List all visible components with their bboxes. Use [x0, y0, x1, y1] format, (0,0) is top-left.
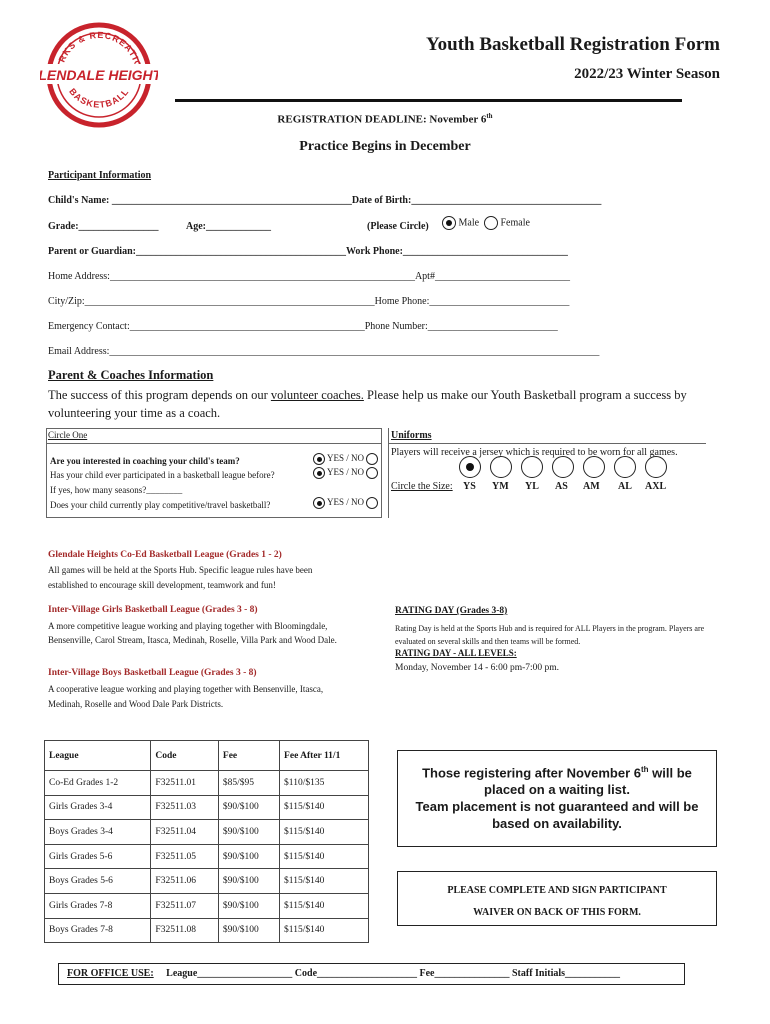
cell-league: Boys Grades 3-4 — [45, 820, 151, 845]
size-al: AL — [618, 481, 632, 492]
cell-fee-after: $110/$135 — [280, 771, 369, 796]
yes-radio[interactable] — [313, 497, 325, 509]
cell-fee: $85/$95 — [218, 771, 279, 796]
size-axl: AXL — [645, 481, 667, 492]
table-row — [45, 918, 369, 943]
cell-code: F32511.03 — [151, 795, 219, 820]
league-coed-text-2: established to encourage skill development, teamwork and fun! — [48, 580, 276, 590]
seasons-question[interactable]: If yes, how many seasons?________ — [50, 485, 183, 495]
uniforms-heading: Uniforms — [391, 430, 432, 441]
practice-begins: Practice Begins in December — [299, 139, 471, 154]
rating-day-text: Rating Day is held at the Sports Hub and is required for ALL Players in the program. Players are evaluated on several skills and then teams will be formed. — [395, 624, 705, 646]
form-title: Youth Basketball Registration Form — [426, 34, 720, 55]
season-subtitle: 2022/23 Winter Season — [574, 66, 720, 82]
cell-fee: $90/$100 — [218, 844, 279, 869]
size-yl-circle[interactable] — [521, 456, 543, 478]
size-yl: YL — [525, 481, 539, 492]
size-label: Circle the Size: — [391, 481, 453, 492]
league-boys-text-1: A cooperative league working and playing together with Bensenville, Itasca, — [48, 684, 324, 694]
cell-fee: $90/$100 — [218, 869, 279, 894]
size-ys-circle[interactable] — [459, 456, 481, 478]
uniforms-divider — [388, 443, 706, 444]
coach-question: Are you interested in coaching your child's team? — [50, 456, 240, 466]
league-girls-title: Inter-Village Girls Basketball League (Grades 3 - 8) — [48, 605, 258, 615]
size-axl-circle[interactable] — [645, 456, 667, 478]
yes-radio[interactable] — [313, 453, 325, 465]
league-boys-text-2: Medinah, Roselle and Wood Dale Park Districts. — [48, 699, 224, 709]
size-ym-circle[interactable] — [490, 456, 512, 478]
cell-fee-after: $115/$140 — [280, 869, 369, 894]
cell-league: Girls Grades 7-8 — [45, 893, 151, 918]
size-ym: YM — [492, 481, 509, 492]
office-use-label: FOR OFFICE USE: — [67, 968, 154, 979]
female-label: Female — [500, 217, 530, 229]
rating-day-time: Monday, November 14 - 6:00 pm-7:00 pm. — [395, 663, 560, 673]
cell-fee: $90/$100 — [218, 795, 279, 820]
uniforms-text: Players will receive a jersey which is required to be worn for all games. — [391, 447, 678, 458]
size-ys: YS — [463, 481, 476, 492]
office-use-fields[interactable]: League___________________ Code____________________ Fee_______________ Staff Initials___________ — [166, 968, 621, 979]
size-as: AS — [555, 481, 568, 492]
circle-one-divider — [46, 443, 382, 444]
late-registration-notice: Those registering after November 6th will be placed on a waiting list. Team placement is not guaranteed and will be based on availability. — [397, 750, 717, 847]
cell-league: Boys Grades 7-8 — [45, 918, 151, 943]
gender-female-option[interactable] — [484, 216, 530, 230]
email-field[interactable]: Email Address:__________________________________________________________________________________________________ — [48, 346, 600, 357]
cell-fee-after: $115/$140 — [280, 893, 369, 918]
participant-info-heading: Participant Information — [48, 170, 152, 181]
table-row — [45, 869, 369, 894]
logo-middle-text: ENDALE HEIGH — [46, 67, 153, 83]
table-row — [45, 820, 369, 845]
no-radio[interactable] — [366, 467, 378, 479]
league-coed-title: Glendale Heights Co-Ed Basketball League (Grades 1 - 2) — [48, 550, 282, 560]
cell-fee: $90/$100 — [218, 820, 279, 845]
cell-code: F32511.08 — [151, 918, 219, 943]
table-row — [45, 844, 369, 869]
female-radio[interactable] — [484, 216, 498, 230]
cell-code: F32511.04 — [151, 820, 219, 845]
cell-fee-after: $115/$140 — [280, 820, 369, 845]
cell-league: Girls Grades 5-6 — [45, 844, 151, 869]
cell-league: Boys Grades 5-6 — [45, 869, 151, 894]
coaches-heading: Parent & Coaches Information — [48, 368, 214, 382]
competitive-question: Does your child currently play competitive/travel basketball? — [50, 500, 271, 510]
svg-text:BASKETBALL — [67, 86, 131, 109]
size-al-circle[interactable] — [614, 456, 636, 478]
title-divider — [175, 99, 682, 102]
grade-field[interactable]: Grade:________________ — [48, 221, 159, 232]
col-league: League — [45, 741, 151, 771]
cell-code: F32511.01 — [151, 771, 219, 796]
registration-deadline: REGISTRATION DEADLINE: November 6th — [277, 112, 493, 126]
male-radio[interactable] — [442, 216, 456, 230]
cell-fee-after: $115/$140 — [280, 795, 369, 820]
rating-day-levels: RATING DAY - ALL LEVELS: — [395, 648, 517, 658]
size-am: AM — [583, 481, 600, 492]
col-code: Code — [151, 741, 219, 771]
no-radio[interactable] — [366, 497, 378, 509]
cell-fee-after: $115/$140 — [280, 918, 369, 943]
fee-table — [44, 740, 369, 943]
table-row — [45, 795, 369, 820]
yes-radio[interactable] — [313, 467, 325, 479]
cell-fee: $90/$100 — [218, 893, 279, 918]
age-field[interactable]: Age:_____________ — [186, 221, 271, 232]
circle-one-heading: Circle One — [48, 430, 88, 440]
male-label: Male — [458, 217, 480, 229]
fee-table-header-row — [45, 741, 369, 771]
gender-male-option[interactable] — [442, 216, 479, 230]
league-boys-title: Inter-Village Boys Basketball League (Grades 3 - 8) — [48, 668, 257, 678]
logo-top-text: RKS & RECREATI — [56, 29, 141, 64]
col-fee-after: Fee After 11/1 — [280, 741, 369, 771]
participated-question: Has your child ever participated in a basketball league before? — [50, 470, 275, 480]
logo-bottom-text: BASKETBALL — [67, 86, 131, 110]
size-am-circle[interactable] — [583, 456, 605, 478]
parent-guardian-field[interactable]: Parent or Guardian:__________________________________________Work Phone:_________________________________ — [48, 246, 568, 257]
league-girls-text-1: A more competitive league working and playing together with Bloomingdale, — [48, 621, 328, 631]
city-zip-field[interactable]: City/Zip:__________________________________________________________Home Phone:____________________________ — [48, 296, 570, 307]
gender-instruction: (Please Circle) — [367, 221, 429, 232]
col-fee: Fee — [218, 741, 279, 771]
emergency-contact-field[interactable]: Emergency Contact:_______________________________________________Phone Number:__________________________ — [48, 321, 558, 332]
coach-yes-no[interactable]: YES / NO — [313, 453, 380, 465]
league-coed-text-1: All games will be held at the Sports Hub. Specific league rules have been — [48, 565, 313, 575]
cell-league: Girls Grades 3-4 — [45, 795, 151, 820]
league-girls-text-2: Bensenville, Carol Stream, Itasca, Medinah, Roselle, Villa Park and Wood Dale. — [48, 635, 337, 645]
uniforms-divider-vertical — [388, 428, 389, 518]
cell-code: F32511.06 — [151, 869, 219, 894]
cell-code: F32511.07 — [151, 893, 219, 918]
size-as-circle[interactable] — [552, 456, 574, 478]
cell-league: Co-Ed Grades 1-2 — [45, 771, 151, 796]
no-radio[interactable] — [366, 453, 378, 465]
participated-yes-no[interactable]: YES / NO — [313, 467, 380, 479]
cell-fee: $90/$100 — [218, 918, 279, 943]
cell-code: F32511.05 — [151, 844, 219, 869]
waiver-notice: PLEASE COMPLETE AND SIGN PARTICIPANT WAIVER ON BACK OF THIS FORM. — [397, 871, 717, 926]
cell-fee-after: $115/$140 — [280, 844, 369, 869]
coaches-text: The success of this program depends on our volunteer coaches. Please help us make our Youth Basketball program a success by volunteering your time as a coach. — [48, 388, 687, 420]
office-use-strip — [58, 963, 685, 985]
rating-day-heading: RATING DAY (Grades 3-8) — [395, 606, 508, 616]
table-row — [45, 893, 369, 918]
child-name-field[interactable]: Child's Name: ________________________________________________Date of Birth:______________________________________ — [48, 195, 602, 206]
home-address-field[interactable]: Home Address:_____________________________________________________________Apt#___________________________ — [48, 271, 570, 282]
competitive-yes-no[interactable]: YES / NO — [313, 497, 380, 509]
table-row — [45, 771, 369, 796]
